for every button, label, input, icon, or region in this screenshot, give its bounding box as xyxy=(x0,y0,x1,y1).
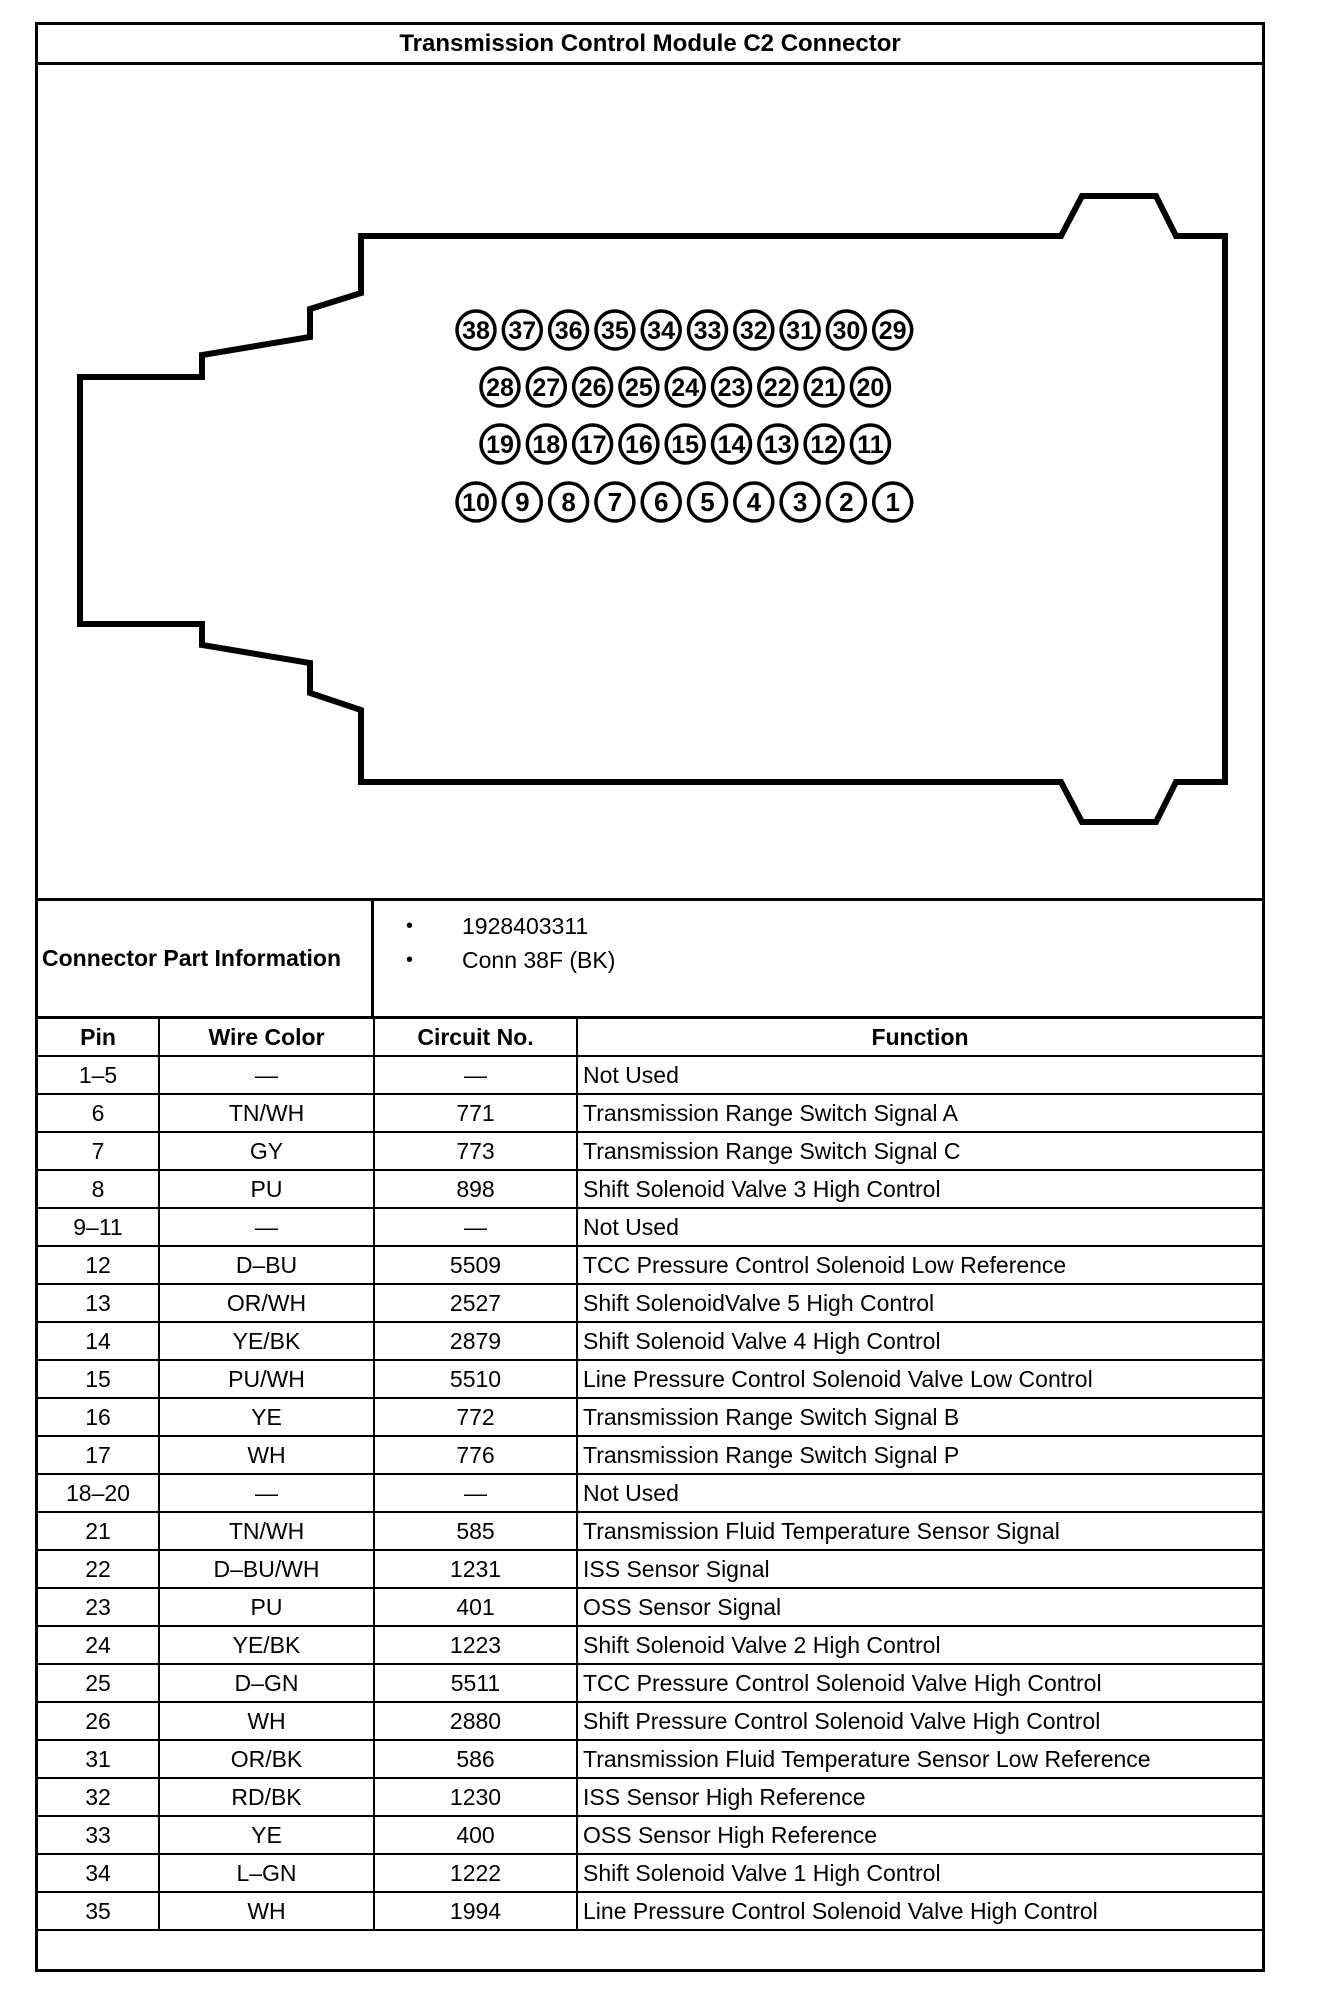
pin-number: 14 xyxy=(717,431,746,459)
cell-circuit-no: 586 xyxy=(374,1740,577,1778)
pin-number: 27 xyxy=(532,374,561,402)
cell-function: ISS Sensor Signal xyxy=(577,1550,1262,1588)
bullet-icon: • xyxy=(406,949,414,971)
pin-number: 1 xyxy=(885,487,900,517)
cell-circuit-no: 771 xyxy=(374,1094,577,1132)
cell-circuit-no: 401 xyxy=(374,1588,577,1626)
cell-function: Transmission Range Switch Signal C xyxy=(577,1132,1262,1170)
pin-number: 37 xyxy=(508,317,537,345)
pin-cavity xyxy=(874,483,912,521)
table-row xyxy=(38,1626,1262,1664)
pin-cavity xyxy=(481,368,519,406)
cell-function: Shift Solenoid Valve 3 High Control xyxy=(577,1170,1262,1208)
pin-number: 4 xyxy=(746,487,762,517)
cell-function: Transmission Fluid Temperature Sensor Signal xyxy=(577,1512,1262,1550)
connector-face-svg xyxy=(38,65,1262,898)
pin-number: 5 xyxy=(700,487,715,517)
pin-cavity xyxy=(735,483,773,521)
cell-function: TCC Pressure Control Solenoid Low Reference xyxy=(577,1246,1262,1284)
cell-circuit-no: 2527 xyxy=(374,1284,577,1322)
part-info-item xyxy=(406,909,615,943)
cell-circuit-no: 5509 xyxy=(374,1246,577,1284)
cell-pin: 7 xyxy=(38,1132,159,1170)
cell-pin: 35 xyxy=(38,1892,159,1930)
pin-number: 8 xyxy=(561,487,576,517)
table-row xyxy=(38,1588,1262,1626)
table-row xyxy=(38,1664,1262,1702)
table-row xyxy=(38,1816,1262,1854)
pin-number: 30 xyxy=(832,317,861,345)
pin-cavity xyxy=(713,425,751,463)
pin-number: 6 xyxy=(653,487,669,517)
cell-pin: 6 xyxy=(38,1094,159,1132)
cell-pin: 1–5 xyxy=(38,1056,159,1094)
cell-wire-color: WH xyxy=(159,1892,374,1930)
table-row xyxy=(38,1094,1262,1132)
pin-cavities xyxy=(457,311,912,521)
pin-cavity xyxy=(550,483,588,521)
header-function: Function xyxy=(577,1019,1262,1056)
cell-pin: 23 xyxy=(38,1588,159,1626)
pin-cavity xyxy=(805,368,843,406)
cell-circuit-no: 5511 xyxy=(374,1664,577,1702)
cell-wire-color: TN/WH xyxy=(159,1512,374,1550)
pin-number: 23 xyxy=(717,374,746,402)
cell-function: Transmission Fluid Temperature Sensor Low Reference xyxy=(577,1740,1262,1778)
cell-wire-color: L–GN xyxy=(159,1854,374,1892)
connector-sheet xyxy=(35,22,1265,1972)
table-row xyxy=(38,1322,1262,1360)
pin-number: 32 xyxy=(739,317,768,345)
pin-cavity xyxy=(689,311,727,349)
cell-wire-color: YE xyxy=(159,1398,374,1436)
table-row xyxy=(38,1208,1262,1246)
connector-part-information xyxy=(38,901,1262,1019)
pin-cavity xyxy=(689,483,727,521)
pin-number: 21 xyxy=(810,374,839,402)
header-wire-color: Wire Color xyxy=(159,1019,374,1056)
pin-cavity xyxy=(596,311,634,349)
table-row xyxy=(38,1360,1262,1398)
cell-circuit-no: 1231 xyxy=(374,1550,577,1588)
part-info-item xyxy=(406,943,615,977)
table-row xyxy=(38,1512,1262,1550)
cell-wire-color: D–BU xyxy=(159,1246,374,1284)
pin-cavity xyxy=(642,483,680,521)
cell-function: Transmission Range Switch Signal A xyxy=(577,1094,1262,1132)
pinout-rows xyxy=(38,1056,1262,1930)
cell-function: ISS Sensor High Reference xyxy=(577,1778,1262,1816)
pin-number: 12 xyxy=(810,431,839,459)
cell-circuit-no: 1223 xyxy=(374,1626,577,1664)
pin-number: 16 xyxy=(624,431,653,459)
cell-pin: 13 xyxy=(38,1284,159,1322)
cell-circuit-no: 2879 xyxy=(374,1322,577,1360)
table-row xyxy=(38,1056,1262,1094)
cell-wire-color: GY xyxy=(159,1132,374,1170)
cell-circuit-no: 772 xyxy=(374,1398,577,1436)
pin-cavity xyxy=(527,368,565,406)
cell-wire-color: OR/WH xyxy=(159,1284,374,1322)
table-row xyxy=(38,1170,1262,1208)
cell-pin: 21 xyxy=(38,1512,159,1550)
pin-cavity xyxy=(827,311,865,349)
pin-number: 26 xyxy=(578,374,607,402)
cell-wire-color: D–BU/WH xyxy=(159,1550,374,1588)
pin-cavity xyxy=(781,311,819,349)
cell-wire-color: PU xyxy=(159,1170,374,1208)
cell-wire-color: PU xyxy=(159,1588,374,1626)
pin-cavity xyxy=(759,425,797,463)
table-row xyxy=(38,1854,1262,1892)
cell-pin: 32 xyxy=(38,1778,159,1816)
pin-cavity xyxy=(574,425,612,463)
cell-pin: 16 xyxy=(38,1398,159,1436)
table-row xyxy=(38,1284,1262,1322)
bullet-icon: • xyxy=(406,915,414,937)
cell-circuit-no: 773 xyxy=(374,1132,577,1170)
cell-wire-color: D–GN xyxy=(159,1664,374,1702)
cell-circuit-no: 5510 xyxy=(374,1360,577,1398)
cell-wire-color: — xyxy=(159,1208,374,1246)
cell-pin: 22 xyxy=(38,1550,159,1588)
pin-cavity xyxy=(735,311,773,349)
cell-circuit-no: — xyxy=(374,1056,577,1094)
connector-description: Conn 38F (BK) xyxy=(462,947,616,973)
pin-cavity xyxy=(805,425,843,463)
pin-number: 33 xyxy=(693,317,722,345)
pin-cavity xyxy=(620,425,658,463)
cell-wire-color: WH xyxy=(159,1702,374,1740)
cell-function: Transmission Range Switch Signal B xyxy=(577,1398,1262,1436)
table-row xyxy=(38,1398,1262,1436)
cell-pin: 14 xyxy=(38,1322,159,1360)
pin-number: 7 xyxy=(607,487,623,517)
pin-cavity xyxy=(874,311,912,349)
cell-wire-color: YE xyxy=(159,1816,374,1854)
table-row xyxy=(38,1132,1262,1170)
cell-circuit-no: 400 xyxy=(374,1816,577,1854)
cell-function: TCC Pressure Control Solenoid Valve High Control xyxy=(577,1664,1262,1702)
part-number: 1928403311 xyxy=(462,913,589,939)
cell-function: Not Used xyxy=(577,1208,1262,1246)
pin-cavity xyxy=(550,311,588,349)
cell-pin: 33 xyxy=(38,1816,159,1854)
cell-circuit-no: — xyxy=(374,1208,577,1246)
pin-number: 19 xyxy=(486,431,514,459)
cell-wire-color: — xyxy=(159,1056,374,1094)
cell-circuit-no: 776 xyxy=(374,1436,577,1474)
pin-number: 35 xyxy=(600,317,629,345)
pin-number: 13 xyxy=(763,431,792,459)
pin-cavity xyxy=(781,483,819,521)
cell-circuit-no: 1222 xyxy=(374,1854,577,1892)
pin-number: 28 xyxy=(486,374,514,402)
cell-circuit-no: 2880 xyxy=(374,1702,577,1740)
cell-pin: 15 xyxy=(38,1360,159,1398)
pin-cavity xyxy=(457,483,495,521)
pin-number: 11 xyxy=(857,431,884,459)
cell-function: Shift Solenoid Valve 4 High Control xyxy=(577,1322,1262,1360)
table-row xyxy=(38,1740,1262,1778)
pin-cavity xyxy=(457,311,495,349)
pin-number: 31 xyxy=(786,317,815,345)
cell-circuit-no: 585 xyxy=(374,1512,577,1550)
part-info-list xyxy=(406,909,615,977)
pin-number: 18 xyxy=(532,431,561,459)
cell-pin: 25 xyxy=(38,1664,159,1702)
sheet-title: Transmission Control Module C2 Connector xyxy=(38,25,1262,65)
pin-number: 25 xyxy=(624,374,653,402)
pin-number: 3 xyxy=(792,487,808,517)
pinout-table xyxy=(38,1019,1262,1931)
pin-cavity xyxy=(666,368,704,406)
table-row xyxy=(38,1892,1262,1930)
table-row xyxy=(38,1246,1262,1284)
pin-cavity xyxy=(481,425,519,463)
pin-number: 34 xyxy=(647,317,676,345)
cell-pin: 34 xyxy=(38,1854,159,1892)
pin-number: 24 xyxy=(671,374,700,402)
pin-cavity xyxy=(620,368,658,406)
pin-cavity xyxy=(851,425,889,463)
table-row xyxy=(38,1436,1262,1474)
table-row xyxy=(38,1474,1262,1512)
pin-number: 36 xyxy=(554,317,583,345)
cell-function: Shift SolenoidValve 5 High Control xyxy=(577,1284,1262,1322)
pin-cavity xyxy=(827,483,865,521)
cell-function: OSS Sensor Signal xyxy=(577,1588,1262,1626)
cell-function: Transmission Range Switch Signal P xyxy=(577,1436,1262,1474)
cell-function: Shift Solenoid Valve 1 High Control xyxy=(577,1854,1262,1892)
cell-wire-color: — xyxy=(159,1474,374,1512)
table-row xyxy=(38,1778,1262,1816)
cell-function: Line Pressure Control Solenoid Valve High Control xyxy=(577,1892,1262,1930)
pin-number: 29 xyxy=(878,317,907,345)
connector-diagram xyxy=(38,65,1262,901)
cell-circuit-no: 898 xyxy=(374,1170,577,1208)
cell-wire-color: PU/WH xyxy=(159,1360,374,1398)
pin-number: 22 xyxy=(763,374,792,402)
pin-number: 9 xyxy=(515,487,530,517)
cell-wire-color: YE/BK xyxy=(159,1322,374,1360)
pin-number: 17 xyxy=(578,431,607,459)
pin-cavity xyxy=(503,311,541,349)
cell-wire-color: WH xyxy=(159,1436,374,1474)
table-row xyxy=(38,1550,1262,1588)
pin-cavity xyxy=(851,368,889,406)
cell-circuit-no: — xyxy=(374,1474,577,1512)
cell-pin: 9–11 xyxy=(38,1208,159,1246)
header-circuit-no: Circuit No. xyxy=(374,1019,577,1056)
cell-wire-color: OR/BK xyxy=(159,1740,374,1778)
cell-wire-color: RD/BK xyxy=(159,1778,374,1816)
cell-function: OSS Sensor High Reference xyxy=(577,1816,1262,1854)
pin-cavity xyxy=(527,425,565,463)
pin-cavity xyxy=(759,368,797,406)
table-row xyxy=(38,1702,1262,1740)
header-pin: Pin xyxy=(38,1019,159,1056)
pin-cavity xyxy=(503,483,541,521)
cell-function: Not Used xyxy=(577,1474,1262,1512)
cell-function: Not Used xyxy=(577,1056,1262,1094)
pin-number: 2 xyxy=(839,487,854,517)
cell-pin: 26 xyxy=(38,1702,159,1740)
cell-function: Line Pressure Control Solenoid Valve Low Control xyxy=(577,1360,1262,1398)
pin-cavity xyxy=(574,368,612,406)
pin-cavity xyxy=(713,368,751,406)
cell-pin: 18–20 xyxy=(38,1474,159,1512)
cell-wire-color: YE/BK xyxy=(159,1626,374,1664)
pinout-header-row xyxy=(38,1019,1262,1056)
cell-wire-color: TN/WH xyxy=(159,1094,374,1132)
cell-pin: 8 xyxy=(38,1170,159,1208)
cell-pin: 12 xyxy=(38,1246,159,1284)
cell-function: Shift Solenoid Valve 2 High Control xyxy=(577,1626,1262,1664)
pin-cavity xyxy=(666,425,704,463)
pin-number: 15 xyxy=(671,431,700,459)
pin-cavity xyxy=(596,483,634,521)
cell-pin: 24 xyxy=(38,1626,159,1664)
pin-number: 38 xyxy=(462,317,490,345)
cell-pin: 17 xyxy=(38,1436,159,1474)
cell-function: Shift Pressure Control Solenoid Valve High Control xyxy=(577,1702,1262,1740)
pin-cavity xyxy=(642,311,680,349)
cell-circuit-no: 1230 xyxy=(374,1778,577,1816)
part-info-label: Connector Part Information xyxy=(38,901,374,1016)
cell-circuit-no: 1994 xyxy=(374,1892,577,1930)
pin-number: 20 xyxy=(856,374,885,402)
cell-pin: 31 xyxy=(38,1740,159,1778)
pin-number: 10 xyxy=(462,489,490,517)
